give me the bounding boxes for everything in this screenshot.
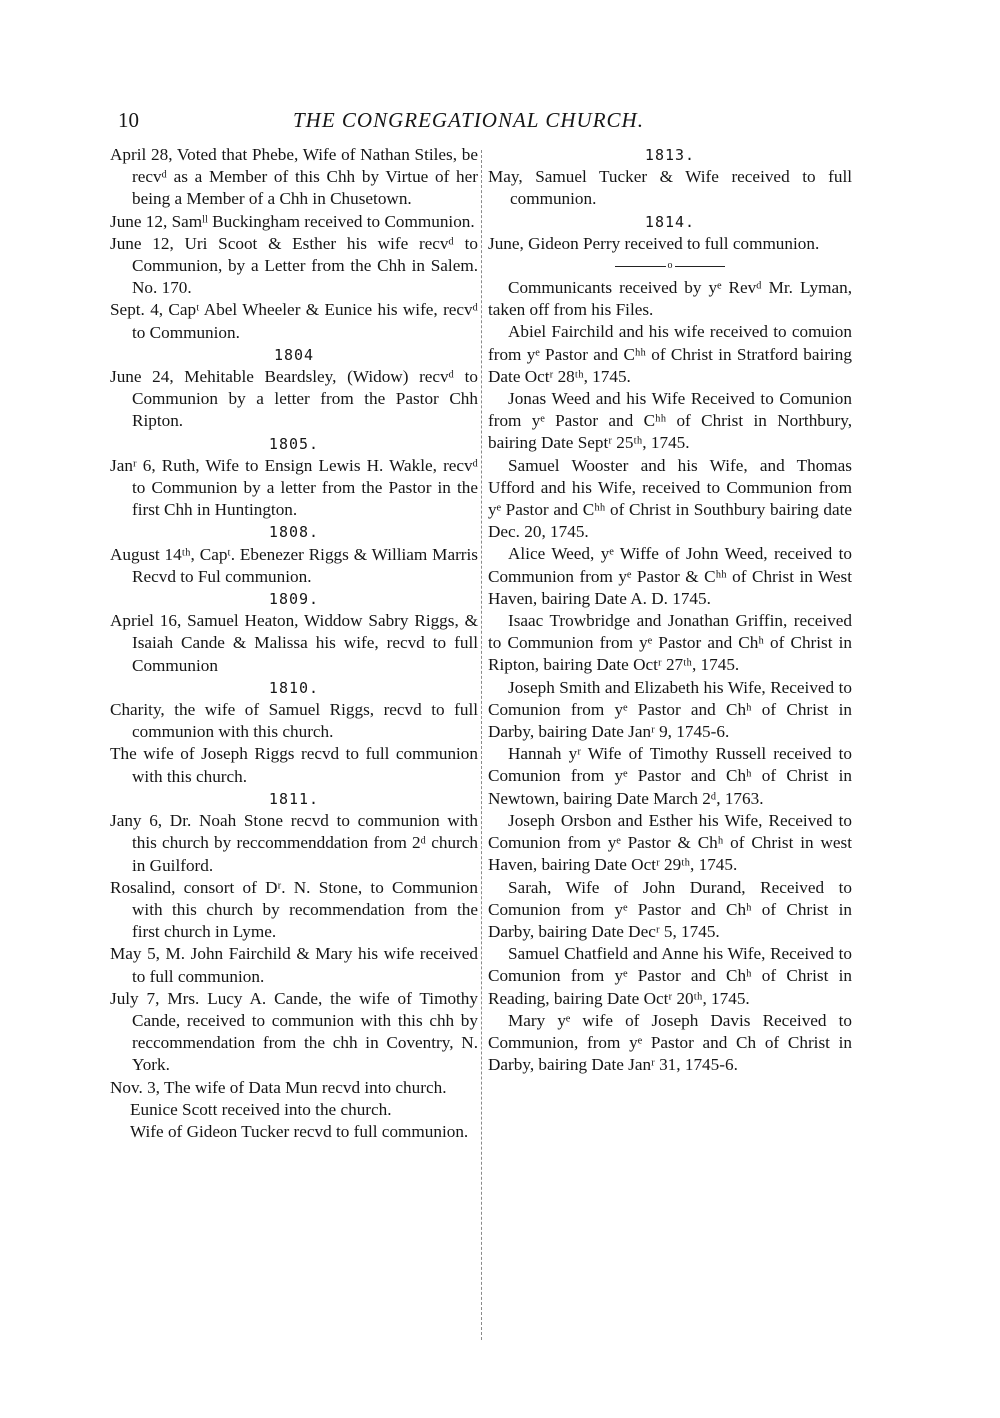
record-entry: Apriel 16, Samuel Heaton, Widdow Sabry Riggs, & Isaiah Cande & Malissa his wife, recvd to full Communion xyxy=(110,611,478,675)
right-column xyxy=(488,144,852,1076)
record-entry: Rosalind, consort of Dʳ. N. Stone, to Communion with this church by recommendation from the first church in Lyme. xyxy=(110,877,478,942)
record-entry: April 28, Voted that Phebe, Wife of Nathan Stiles, be recvᵈ as a Member of this Chh by Virtue of her being a Member of a Chh in Chusetown. xyxy=(110,145,478,209)
rule-ornament: o xyxy=(667,260,673,272)
year-heading: 1808. xyxy=(268,523,320,542)
record-entry: Janʳ 6, Ruth, Wife to Ensign Lewis H. Wakle, recvᵈ to Communion by a letter from the Pastor in the first Chh in Huntington. xyxy=(110,455,478,520)
record-entry: Joseph Orsbon and Esther his Wife, Received to Comunion from yᵉ Pastor & Chʰ of Christ in west Haven, bairing Date Octʳ 29ᵗʰ, 1745. xyxy=(488,810,852,875)
record-entry: Samuel Wooster and his Wife, and Thomas Ufford and his Wife, received to Communion from yᵉ Pastor and Cʰʰ of Christ in Southbury bairing date Dec. 20, 1745. xyxy=(488,455,852,542)
record-entry: May 5, M. John Fairchild & Mary his wife received to full communion. xyxy=(110,944,478,986)
record-entry: August 14ᵗʰ, Capᵗ. Ebenezer Riggs & William Marris Recvd to Ful communion. xyxy=(110,544,478,586)
record-entry: Jany 6, Dr. Noah Stone recvd to communion with this church by reccommenddation from 2ᵈ church in Guilford. xyxy=(110,811,478,875)
year-heading: 1811. xyxy=(268,789,320,808)
year-heading: 1813. xyxy=(644,146,696,164)
record-entry: June 24, Mehitable Beardsley, (Widow) recvᵈ to Communion by a letter from the Pastor Chh Ripton. xyxy=(110,367,478,431)
record-entry: Isaac Trowbridge and Jonathan Griffin, received to Communion from yᵉ Pastor and Chʰ of Christ in Ripton, bairing Date Octʳ 27ᵗʰ, 1745. xyxy=(488,611,852,675)
record-entry: Joseph Smith and Elizabeth his Wife, Received to Comunion from yᵉ Pastor and Chʰ of Christ in Darby, bairing Date Janʳ 9, 1745-6. xyxy=(488,677,852,742)
running-title: THE CONGREGATIONAL CHURCH. xyxy=(293,108,644,132)
record-entry: Eunice Scott received into the church. xyxy=(130,1099,392,1119)
left-column xyxy=(110,144,478,1143)
record-entry: Jonas Weed and his Wife Received to Comunion from yᵉ Pastor and Cʰʰ of Christ in Northbury, bairing Date Septʳ 25ᵗʰ, 1745. xyxy=(488,389,852,453)
year-heading: 1805. xyxy=(268,434,320,453)
year-heading: 1810. xyxy=(268,678,320,697)
record-entry: Communicants received by yᵉ Revᵈ Mr. Lyman, taken off from his Files. xyxy=(488,278,852,320)
record-entry: Charity, the wife of Samuel Riggs, recvd to full communion with this church. xyxy=(110,700,478,742)
record-entry: Abiel Fairchild and his wife received to comuion from yᵉ Pastor and Cʰʰ of Christ in Stratford bairing Date Octʳ 28ᵗʰ, 1745. xyxy=(488,322,852,386)
record-entry: Hannah yʳ Wife of Timothy Russell received to Comunion from yᵉ Pastor and Chʰ of Christ in Newtown, bairing Date March 2ᵈ, 1763. xyxy=(488,744,852,808)
record-entry: July 7, Mrs. Lucy A. Cande, the wife of Timothy Cande, received to communion with this chh by reccommendation from the chh in Coventry, N. York. xyxy=(110,988,478,1075)
record-entry: The wife of Joseph Riggs recvd to full communion with this church. xyxy=(110,744,478,786)
page-number: 10 xyxy=(118,108,139,132)
record-entry: June 12, Samˡˡ Buckingham received to Communion. xyxy=(110,211,475,231)
year-heading: 1804 xyxy=(273,345,315,364)
record-entry: Wife of Gideon Tucker recvd to full communion. xyxy=(130,1121,469,1141)
year-heading: 1814. xyxy=(644,212,696,231)
record-entry: Nov. 3, The wife of Data Mun recvd into church. xyxy=(110,1077,447,1097)
record-entry: May, Samuel Tucker & Wife received to full communion. xyxy=(488,167,852,209)
section-rule xyxy=(615,261,725,271)
record-entry: Mary yᵉ wife of Joseph Davis Received to Communion, from yᵉ Pastor and Ch of Christ in Darby, bairing Date Janʳ 31, 1745-6. xyxy=(488,1010,852,1075)
record-entry: Samuel Chatfield and Anne his Wife, Received to Comunion from yᵉ Pastor and Chʰ of Christ in Reading, bairing Date Octʳ 20ᵗʰ, 1745. xyxy=(488,944,852,1008)
record-entry: Alice Weed, yᵉ Wiffe of John Weed, received to Communion from yᵉ Pastor & Cʰʰ of Christ in West Haven, bairing Date A. D. 1745. xyxy=(488,544,852,608)
record-entry: June, Gideon Perry received to full communion. xyxy=(488,233,820,253)
record-entry: Sept. 4, Capᵗ Abel Wheeler & Eunice his wife, recvᵈ to Communion. xyxy=(110,300,478,342)
record-entry: June 12, Uri Scoot & Esther his wife recvᵈ to Communion, by a Letter from the Chh in Salem. No. 170. xyxy=(110,233,478,298)
column-divider xyxy=(481,150,482,1340)
record-entry: Sarah, Wife of John Durand, Received to Comunion from yᵉ Pastor and Chʰ of Christ in Darby, bairing Date Decʳ 5, 1745. xyxy=(488,877,852,941)
page-header xyxy=(118,108,798,138)
year-heading: 1809. xyxy=(268,590,320,609)
